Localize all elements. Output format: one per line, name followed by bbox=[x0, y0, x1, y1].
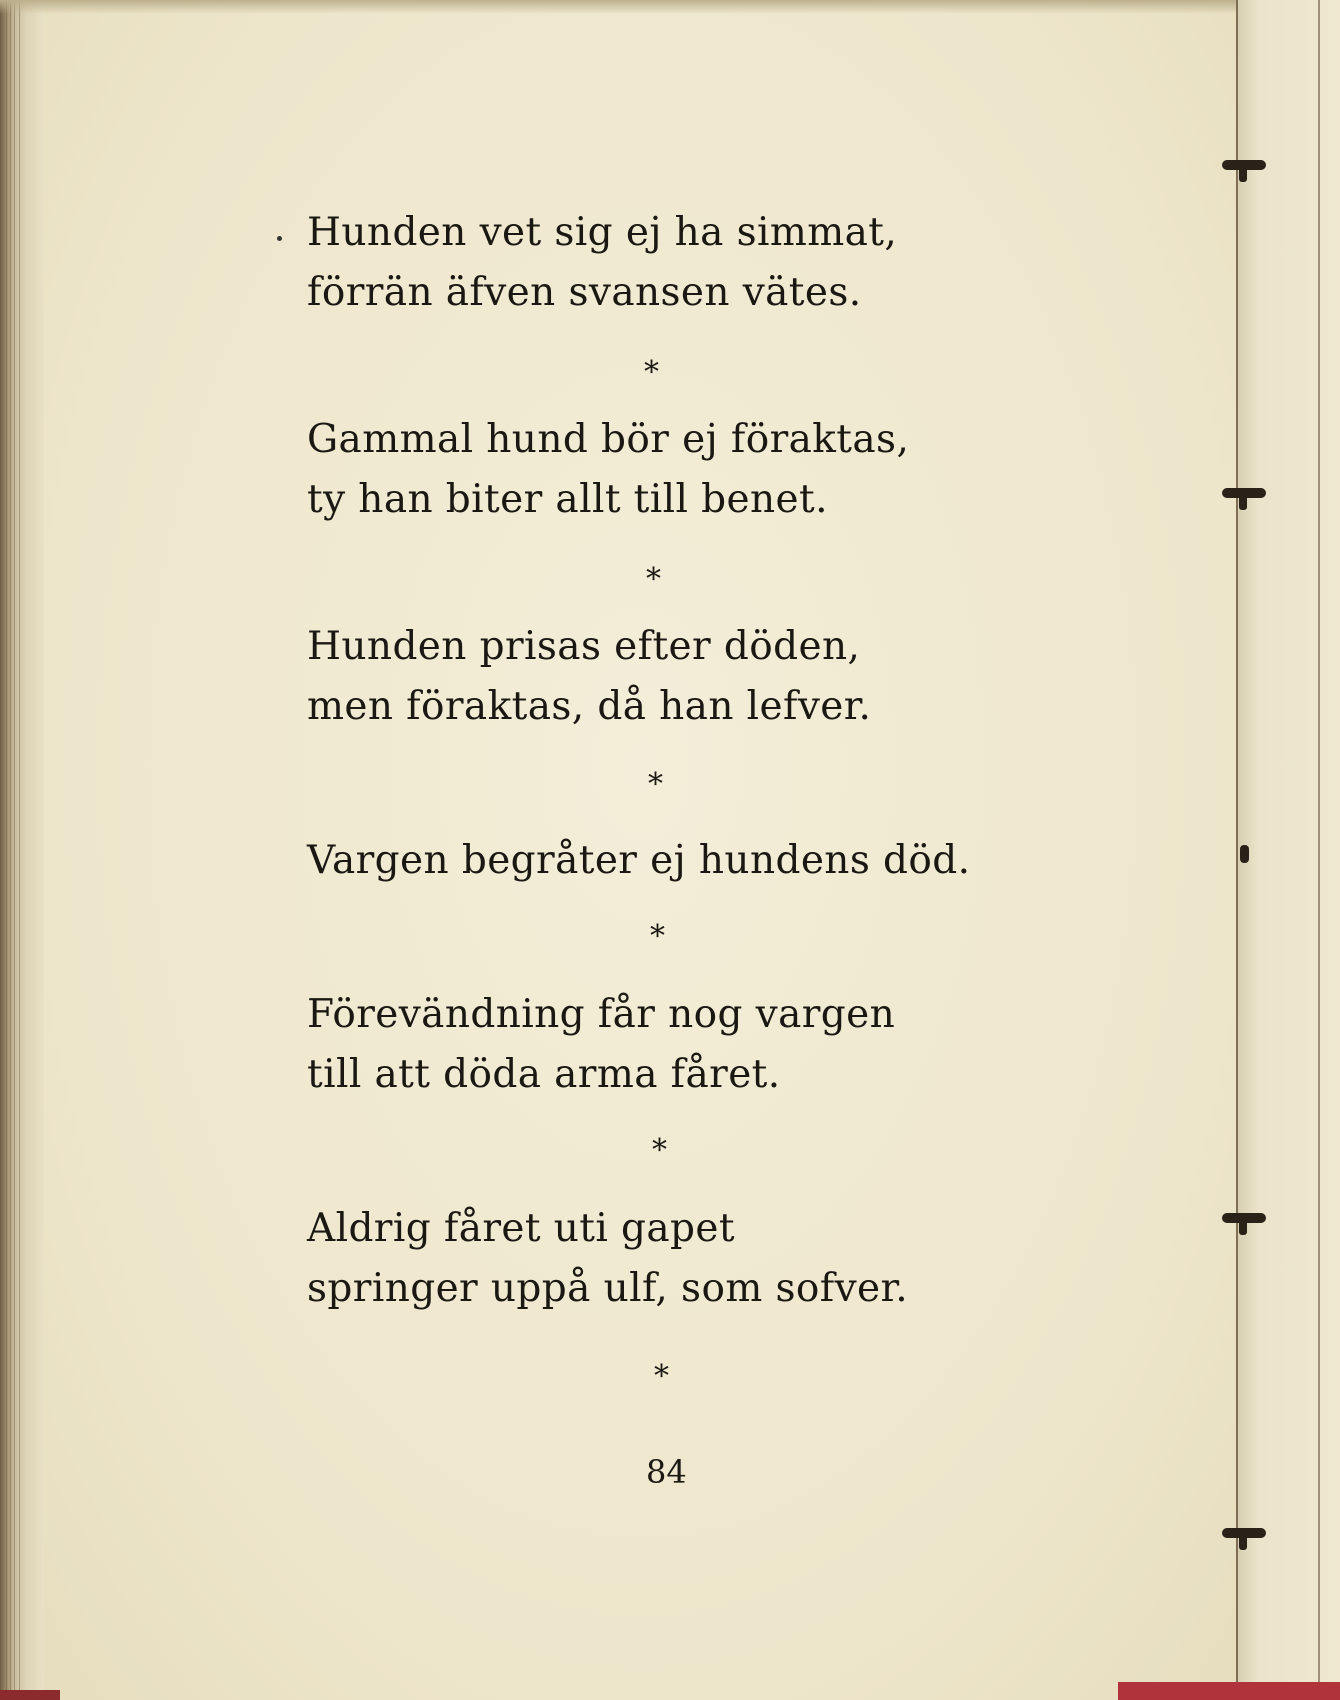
separator-asterisk: * bbox=[648, 767, 663, 802]
verse-line: springer uppå ulf, som sofver. bbox=[307, 1266, 909, 1311]
verse-line: men föraktas, då han lefver. bbox=[307, 684, 872, 729]
verse-line: Vargen begråter ej hundens död. bbox=[307, 838, 971, 883]
verse-line: ty han biter allt till benet. bbox=[307, 477, 828, 522]
verse-line: Hunden vet sig ej ha simmat, bbox=[307, 210, 898, 255]
page-number: 84 bbox=[646, 1453, 687, 1491]
verse-line: Förevändning får nog vargen bbox=[307, 992, 896, 1037]
verse-line: Gammal hund bör ej föraktas, bbox=[307, 417, 910, 462]
verse-line: förrän äfven svansen vätes. bbox=[307, 270, 862, 315]
separator-asterisk: * bbox=[652, 1133, 667, 1168]
verse-line: Hunden prisas efter döden, bbox=[307, 624, 861, 669]
ink-speck bbox=[277, 236, 282, 241]
separator-asterisk: * bbox=[654, 1359, 669, 1394]
separator-asterisk: * bbox=[644, 355, 659, 390]
separator-asterisk: * bbox=[650, 919, 665, 954]
verse-line: till att döda arma fåret. bbox=[307, 1052, 781, 1097]
separator-asterisk: * bbox=[646, 562, 661, 597]
verse-line: Aldrig fåret uti gapet bbox=[307, 1206, 735, 1251]
